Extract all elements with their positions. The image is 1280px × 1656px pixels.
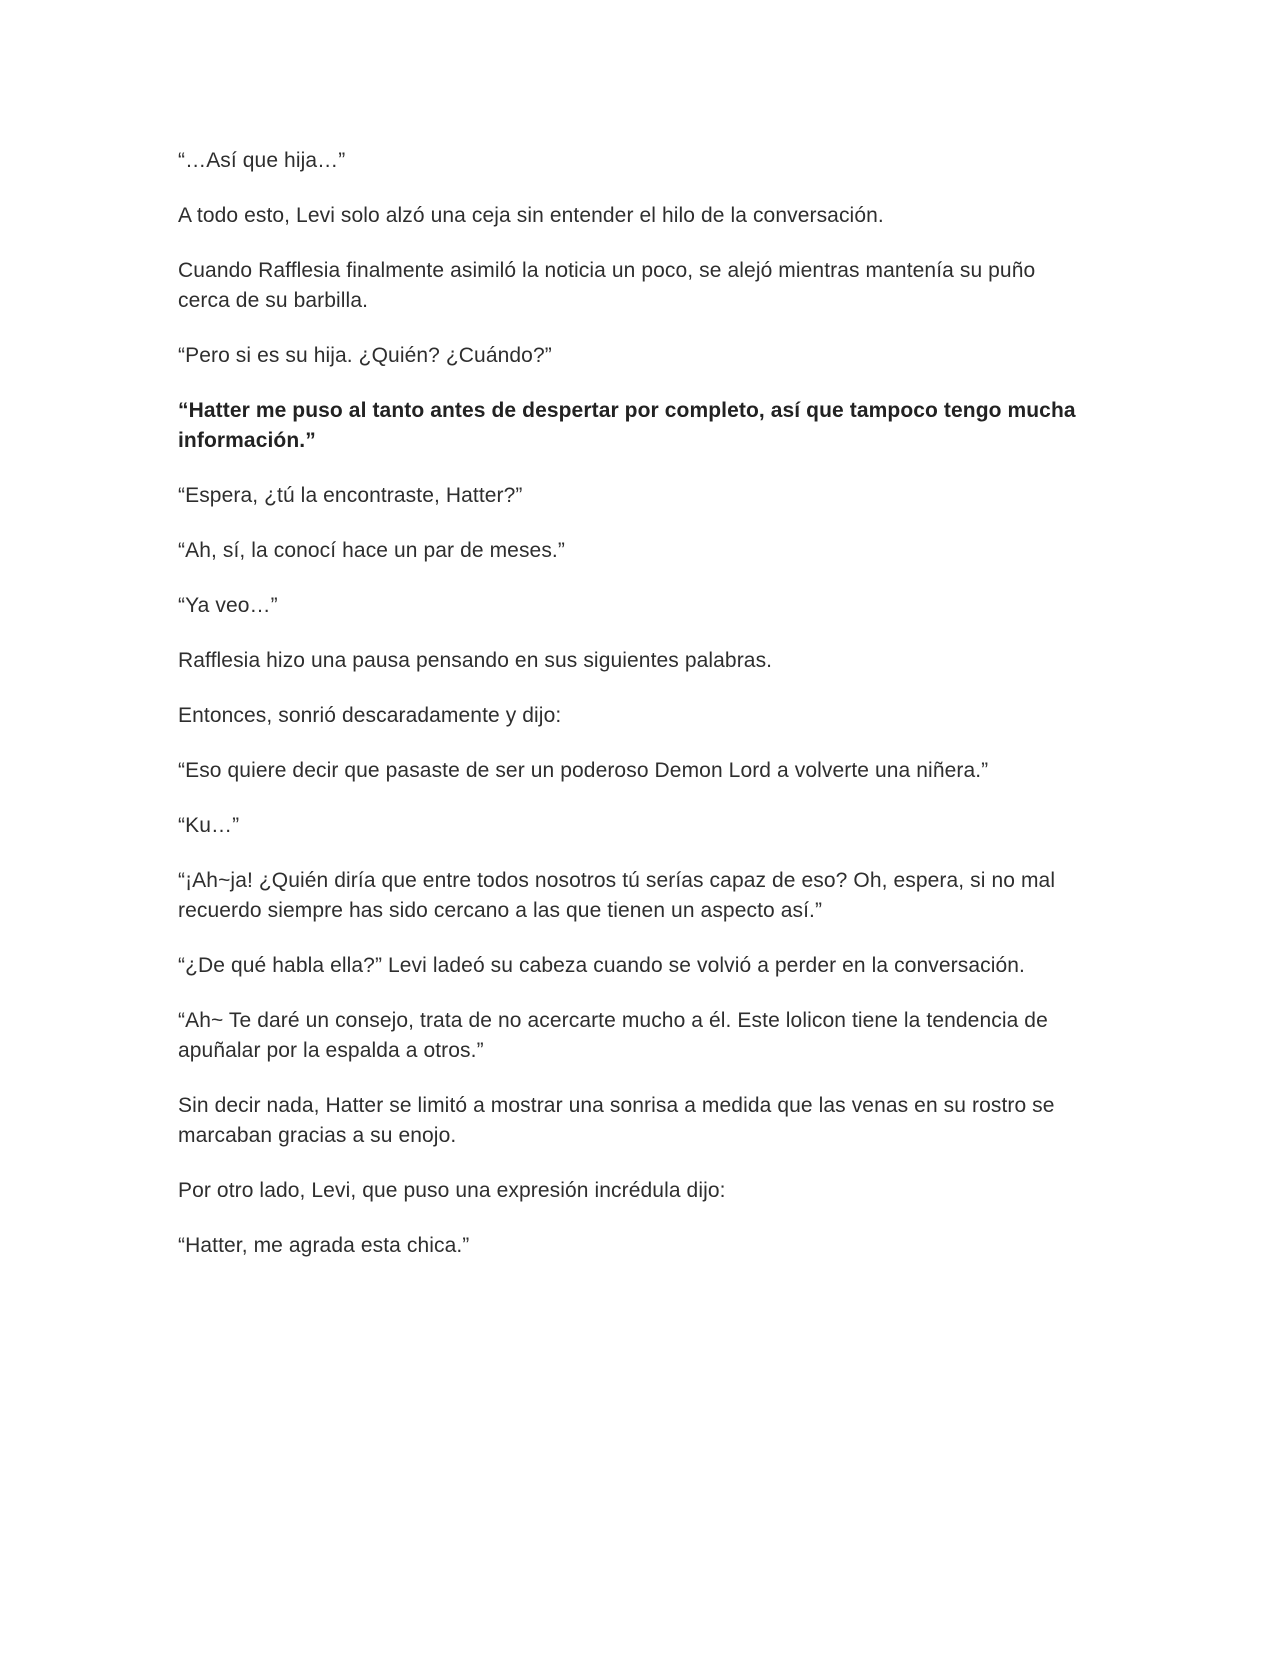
paragraph: “¡Ah~ja! ¿Quién diría que entre todos nosotros tú serías capaz de eso? Oh, espera, si no mal recuerdo siempre has sido cercano a las que tienen un aspecto así.” [178, 869, 1056, 922]
paragraph: “Ah, sí, la conocí hace un par de meses.” [178, 539, 565, 562]
paragraph: Entonces, sonrió descaradamente y dijo: [178, 704, 562, 727]
paragraph: Rafflesia hizo una pausa pensando en sus siguientes palabras. [178, 649, 773, 672]
paragraph: Cuando Rafflesia finalmente asimiló la noticia un poco, se alejó mientras mantenía su puño cerca de su barbilla. [178, 259, 1036, 312]
paragraph: “Pero si es su hija. ¿Quién? ¿Cuándo?” [178, 344, 552, 367]
paragraph: “Hatter, me agrada esta chica.” [178, 1234, 470, 1257]
paragraph-bold: “Hatter me puso al tanto antes de despertar por completo, así que tampoco tengo mucha información.” [178, 399, 1076, 452]
paragraph: “Eso quiere decir que pasaste de ser un poderoso Demon Lord a volverte una niñera.” [178, 759, 989, 782]
paragraph: A todo esto, Levi solo alzó una ceja sin entender el hilo de la conversación. [178, 204, 884, 227]
paragraph: Por otro lado, Levi, que puso una expresión incrédula dijo: [178, 1179, 726, 1202]
paragraph: “Ah~ Te daré un consejo, trata de no acercarte mucho a él. Este lolicon tiene la tendencia de apuñalar por la espalda a otros.” [178, 1009, 1048, 1062]
document-body [178, 146, 1078, 1286]
paragraph: “Ku…” [178, 814, 240, 837]
paragraph: Sin decir nada, Hatter se limitó a mostrar una sonrisa a medida que las venas en su rostro se marcaban gracias a su enojo. [178, 1094, 1055, 1147]
paragraph: “Espera, ¿tú la encontraste, Hatter?” [178, 484, 523, 507]
paragraph: “…Así que hija…” [178, 149, 346, 172]
paragraph: “Ya veo…” [178, 594, 278, 617]
paragraph: “¿De qué habla ella?” Levi ladeó su cabeza cuando se volvió a perder en la conversación. [178, 954, 1025, 977]
